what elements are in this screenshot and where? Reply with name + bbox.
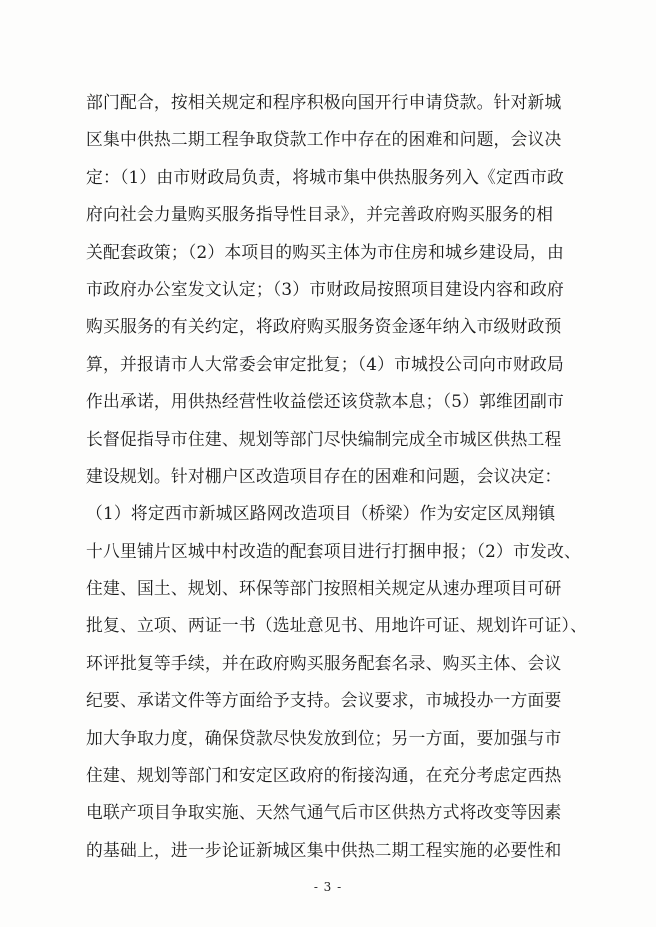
text-line: 环评批复等手续，并在政府购买服务配套名录、购买主体、会议 [86, 652, 562, 673]
text-line: 长督促指导市住建、规划等部门尽快编制完成全市城区供热工程 [86, 428, 562, 449]
text-line: 区集中供热二期工程争取贷款工作中存在的困难和问题，会议决 [86, 129, 562, 150]
text-line: 的基础上，进一步论证新城区集中供热二期工程实施的必要性和 [86, 839, 562, 860]
text-line: 加大争取力度，确保贷款尽快发放到位；另一方面，要加强与市 [86, 727, 562, 748]
text-line: 市政府办公室发文认定；（3）市财政局按照项目建设内容和政府 [86, 278, 564, 299]
text-line: 定：（1）由市财政局负责，将城市集中供热服务列入《定西市政 [86, 166, 564, 187]
text-line: 府向社会力量购买服务指导性目录》，并完善政府购买服务的相 [86, 204, 554, 225]
text-line: 部门配合，按相关规定和程序积极向国开行申请贷款。针对新城 [86, 92, 562, 112]
page-number: - 3 - [313, 880, 343, 894]
text-line: 建设规划。针对棚户区改造项目存在的困难和问题，会议决定： [86, 465, 562, 486]
text-line: 作出承诺，用供热经营性收益偿还该贷款本息；（5）郭维团副市 [86, 391, 564, 412]
text-line: 批复、立项、两证一书（选址意见书、用地许可证、规划许可证）、 [86, 615, 588, 636]
text-line: 关配套政策；（2）本项目的购买主体为市住房和城乡建设局，由 [86, 241, 564, 262]
text-line: 纪要、承诺文件等方面给予支持。会议要求，市城投办一方面要 [86, 690, 562, 711]
text-line: 住建、国土、规划、环保等部门按照相关规定从速办理项目可研 [86, 578, 562, 599]
text-line: （1）将定西市新城区路网改造项目（桥梁）作为安定区凤翔镇 [86, 503, 556, 524]
text-line: 算，并报请市人大常委会审定批复；（4）市城投公司向市财政局 [86, 353, 564, 374]
text-line: 购买服务的有关约定，将政府购买服务资金逐年纳入市级财政预 [86, 316, 562, 337]
text-line: 电联产项目争取实施、天然气通气后市区供热方式将改变等因素 [86, 802, 562, 823]
text-line: 住建、规划等部门和安定区政府的衔接沟通，在充分考虑定西热 [86, 765, 562, 786]
body-text [86, 84, 588, 869]
text-line: 十八里铺片区城中村改造的配套项目进行打捆申报；（2）市发改、 [86, 540, 581, 561]
